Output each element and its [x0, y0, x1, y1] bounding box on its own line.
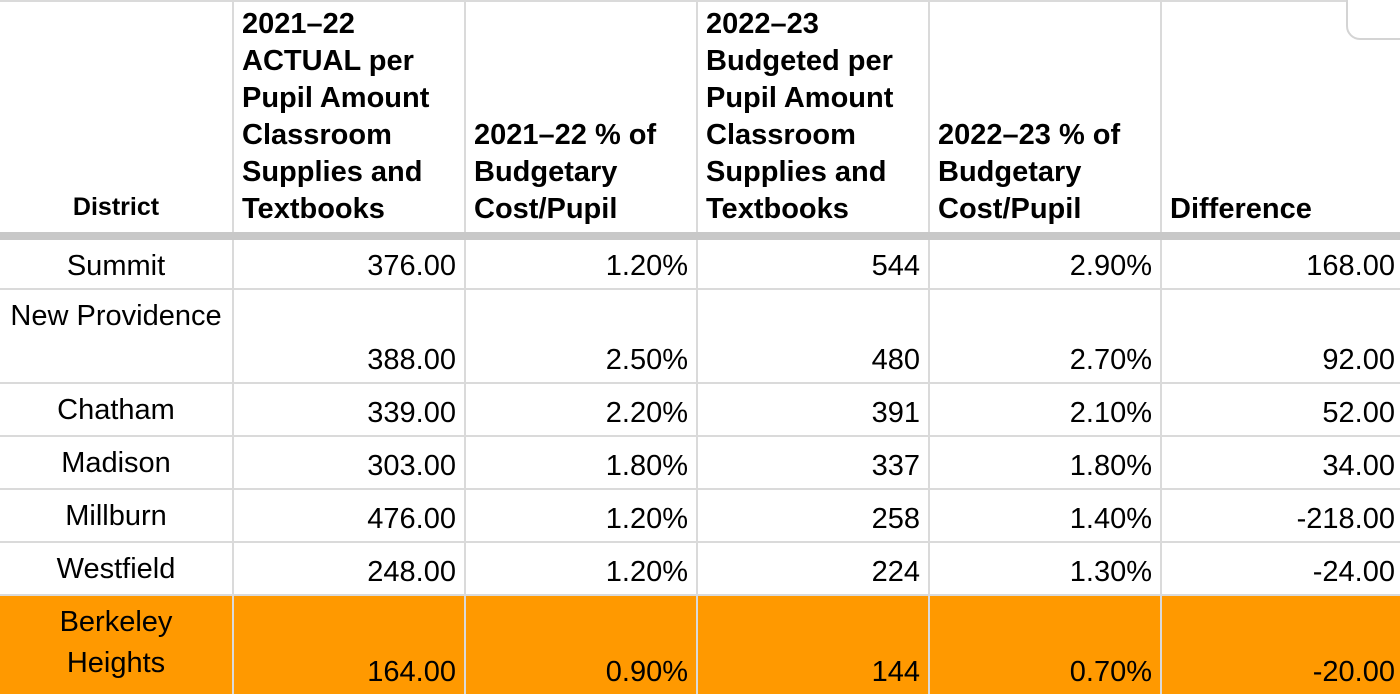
table-row	[0, 489, 1400, 542]
cell-pct-2021-22[interactable]: 2.50%	[465, 289, 697, 383]
cell-actual-2021-22[interactable]: 376.00	[233, 236, 465, 289]
header-actual-2021-22[interactable]: 2021–22 ACTUAL per Pupil Amount Classroom Supplies and Textbooks	[233, 1, 465, 236]
cell-difference[interactable]: 52.00	[1161, 383, 1400, 436]
cell-pct-2022-23[interactable]: 1.80%	[929, 436, 1161, 489]
cell-actual-2021-22[interactable]: 388.00	[233, 289, 465, 383]
table-row	[0, 542, 1400, 595]
cell-district[interactable]: Millburn	[0, 489, 233, 542]
cell-pct-2021-22[interactable]: 0.90%	[465, 595, 697, 694]
cell-difference[interactable]: -20.00	[1161, 595, 1400, 694]
cell-pct-2021-22[interactable]: 1.20%	[465, 489, 697, 542]
header-district[interactable]: District	[0, 1, 233, 236]
table-row-highlighted	[0, 595, 1400, 694]
cell-pct-2021-22[interactable]: 1.20%	[465, 236, 697, 289]
cell-district[interactable]: Westfield	[0, 542, 233, 595]
cell-district[interactable]: Berkeley Heights	[0, 595, 233, 694]
cell-pct-2022-23[interactable]: 1.30%	[929, 542, 1161, 595]
cell-difference[interactable]: 92.00	[1161, 289, 1400, 383]
header-budgeted-2022-23[interactable]: 2022–23 Budgeted per Pupil Amount Classroom Supplies and Textbooks	[697, 1, 929, 236]
cell-pct-2022-23[interactable]: 2.90%	[929, 236, 1161, 289]
cell-actual-2021-22[interactable]: 476.00	[233, 489, 465, 542]
cell-actual-2021-22[interactable]: 303.00	[233, 436, 465, 489]
cell-difference[interactable]: -218.00	[1161, 489, 1400, 542]
cell-pct-2022-23[interactable]: 2.10%	[929, 383, 1161, 436]
cell-district[interactable]: Madison	[0, 436, 233, 489]
header-row	[0, 1, 1400, 236]
table-row	[0, 236, 1400, 289]
header-pct-2022-23[interactable]: 2022–23 % of Budgetary Cost/Pupil	[929, 1, 1161, 236]
cell-pct-2022-23[interactable]: 0.70%	[929, 595, 1161, 694]
cell-difference[interactable]: -24.00	[1161, 542, 1400, 595]
cell-pct-2022-23[interactable]: 2.70%	[929, 289, 1161, 383]
cell-budgeted-2022-23[interactable]: 337	[697, 436, 929, 489]
cell-actual-2021-22[interactable]: 248.00	[233, 542, 465, 595]
cell-difference[interactable]: 168.00	[1161, 236, 1400, 289]
header-difference[interactable]: Difference	[1161, 1, 1400, 236]
cell-difference[interactable]: 34.00	[1161, 436, 1400, 489]
table-row	[0, 289, 1400, 383]
cell-pct-2022-23[interactable]: 1.40%	[929, 489, 1161, 542]
cell-budgeted-2022-23[interactable]: 391	[697, 383, 929, 436]
cell-budgeted-2022-23[interactable]: 480	[697, 289, 929, 383]
cell-budgeted-2022-23[interactable]: 258	[697, 489, 929, 542]
cell-pct-2021-22[interactable]: 1.80%	[465, 436, 697, 489]
cell-actual-2021-22[interactable]: 164.00	[233, 595, 465, 694]
cell-actual-2021-22[interactable]: 339.00	[233, 383, 465, 436]
table-row	[0, 436, 1400, 489]
cell-budgeted-2022-23[interactable]: 544	[697, 236, 929, 289]
cell-budgeted-2022-23[interactable]: 224	[697, 542, 929, 595]
corner-handle[interactable]	[1346, 0, 1400, 40]
cell-district[interactable]: New Providence	[0, 289, 233, 383]
cell-pct-2021-22[interactable]: 2.20%	[465, 383, 697, 436]
table-row	[0, 383, 1400, 436]
cell-budgeted-2022-23[interactable]: 144	[697, 595, 929, 694]
cell-district[interactable]: Chatham	[0, 383, 233, 436]
cell-district[interactable]: Summit	[0, 236, 233, 289]
cell-pct-2021-22[interactable]: 1.20%	[465, 542, 697, 595]
header-pct-2021-22[interactable]: 2021–22 % of Budgetary Cost/Pupil	[465, 1, 697, 236]
